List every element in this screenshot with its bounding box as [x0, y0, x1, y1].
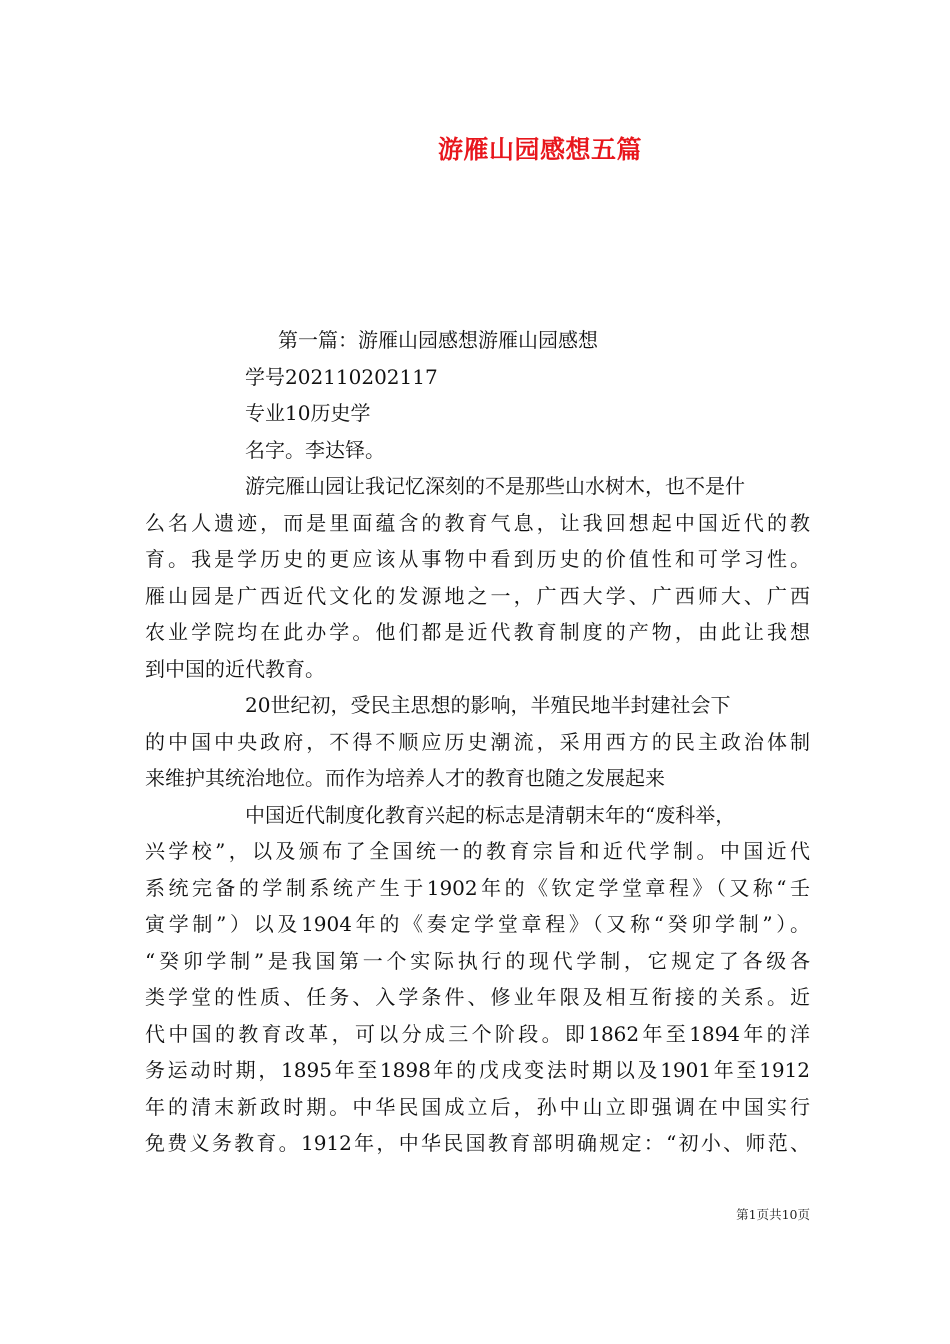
paragraph-line: 代中国的教育改革，可以分成三个阶段。即1862年至1894年的洋 — [145, 1021, 810, 1046]
paragraph-line: 么名人遗迹，而是里面蕴含的教育气息，让我回想起中国近代的教 — [145, 510, 810, 535]
paragraph-line: 中国近代制度化教育兴起的标志是清朝末年的“废科举， — [245, 802, 736, 827]
paragraph-3 — [145, 797, 810, 1162]
paragraph-line: 来维护其统治地位。而作为培养人才的教育也随之发展起来 — [145, 766, 665, 790]
paragraph-line: 类学堂的性质、任务、入学条件、修业年限及相互衔接的关系。近 — [145, 985, 810, 1009]
paragraph-1 — [145, 468, 810, 687]
paragraph-line: 农业学院均在此办学。他们都是近代教育制度的产物，由此让我想 — [145, 620, 810, 644]
paragraph-line: 20世纪初，受民主思想的影响，半殖民地半封建社会下 — [245, 693, 731, 717]
paragraph-line: 兴学校”，以及颁布了全国统一的教育宗旨和近代学制。中国近代 — [145, 839, 810, 863]
paragraph-line: 免费义务教育。1912年，中华民国教育部明确规定：“初小、师范、 — [145, 1131, 810, 1155]
paragraph-line: “癸卯学制”是我国第一个实际执行的现代学制，它规定了各级各 — [145, 948, 810, 973]
paragraph-line: 游完雁山园让我记忆深刻的不是那些山水树木，也不是什 — [245, 474, 745, 498]
paragraph-line: 育。我是学历史的更应该从事物中看到历史的价值性和可学习性。 — [145, 547, 810, 571]
paragraph-line: 的中国中央政府，不得不顺应历史潮流，采用西方的民主政治体制 — [145, 729, 810, 754]
paragraph-line: 到中国的近代教育。 — [145, 656, 325, 681]
section-heading: 第一篇：游雁山园感想游雁山园感想 — [278, 328, 598, 352]
paragraph-line: 系统完备的学制系统产生于1902年的《钦定学堂章程》（又称“壬 — [145, 875, 810, 900]
author-name: 名字。李达铎。 — [245, 437, 385, 462]
document-body — [145, 322, 810, 1162]
paragraph-line: 务运动时期，1895年至1898年的戊戌变法时期以及1901年至1912 — [145, 1058, 810, 1082]
student-id: 学号202110202117 — [245, 364, 438, 389]
paragraph-line: 寅学制”）以及1904年的《奏定学堂章程》（又称“癸卯学制”）。 — [145, 912, 810, 936]
page-number: 第1页共10页 — [736, 1207, 810, 1222]
paragraph-2 — [145, 687, 810, 797]
major: 专业10历史学 — [245, 401, 371, 425]
document-title: 游雁山园感想五篇 — [437, 135, 642, 164]
paragraph-line: 年的清末新政时期。中华民国成立后，孙中山立即强调在中国实行 — [145, 1094, 810, 1119]
paragraph-line: 雁山园是广西近代文化的发源地之一，广西大学、广西师大、广西 — [145, 583, 810, 608]
